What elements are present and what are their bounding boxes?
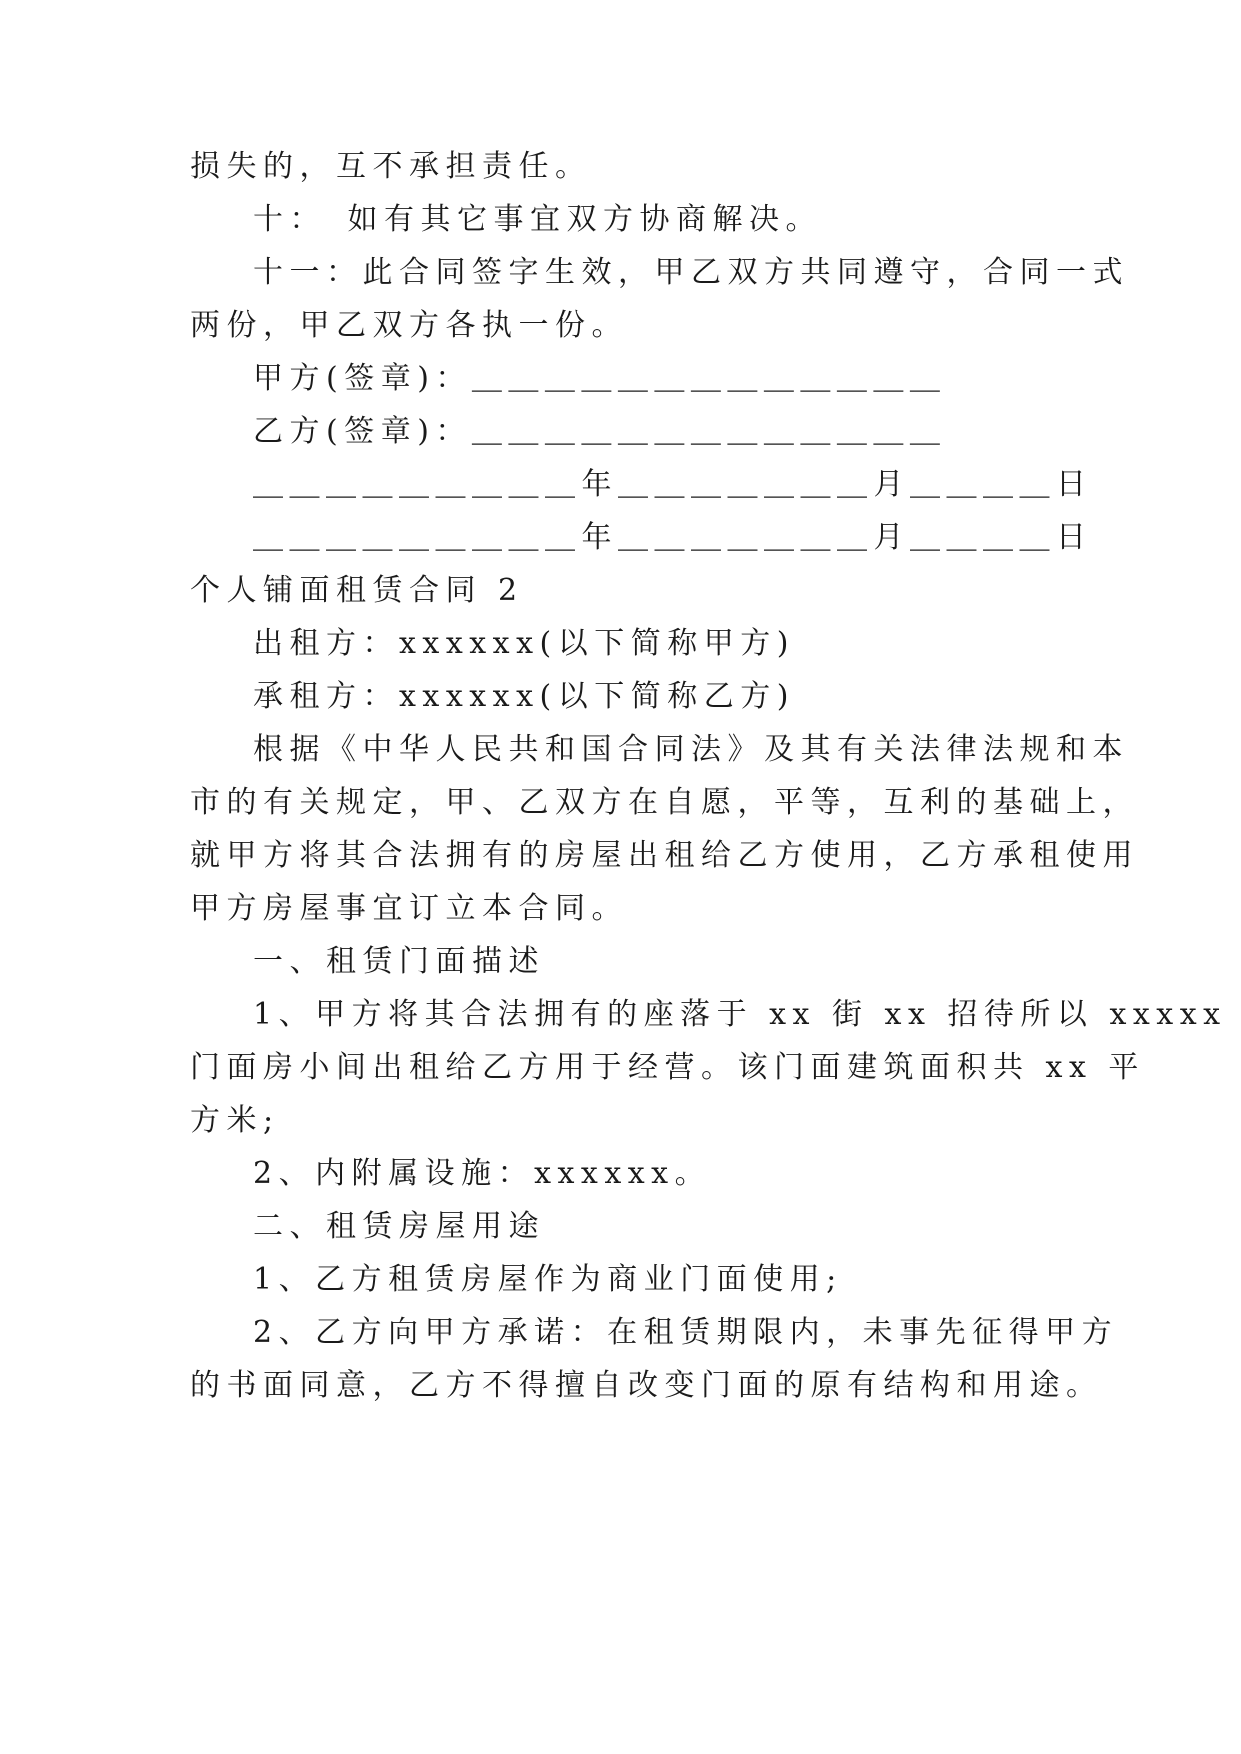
party-a-signature-line: 甲方(签章)：＿＿＿＿＿＿＿＿＿＿＿＿＿: [253, 361, 947, 396]
text-line: 两份，甲乙双方各执一份。: [190, 308, 628, 343]
clause-text: 方米;: [190, 1103, 280, 1138]
preamble-text: 就甲方将其合法拥有的房屋出租给乙方使用，乙方承租使用: [190, 838, 1139, 873]
clause-eleven: 十一：此合同签字生效，甲乙双方共同遵守，合同一式: [253, 255, 1129, 290]
clause-text: 1、乙方租赁房屋作为商业门面使用;: [253, 1262, 843, 1297]
preamble-text: 甲方房屋事宜订立本合同。: [190, 891, 628, 926]
text-line: 损失的，互不承担责任。: [190, 149, 592, 184]
section-heading: 二、租赁房屋用途: [253, 1209, 545, 1244]
section-heading: 一、租赁门面描述: [253, 944, 545, 979]
clause-text: 2、内附属设施：xxxxxx。: [253, 1156, 712, 1191]
clause-text: 2、乙方向甲方承诺：在租赁期限内，未事先征得甲方: [253, 1315, 1119, 1350]
clause-ten: 十： 如有其它事宜双方协商解决。: [253, 202, 822, 237]
clause-text: 1、甲方将其合法拥有的座落于 xx 街 xx 招待所以 xxxxx: [253, 997, 1227, 1032]
preamble-text: 根据《中华人民共和国合同法》及其有关法律法规和本: [253, 732, 1129, 767]
lessee-line: 承租方：xxxxxx(以下简称乙方): [253, 679, 795, 714]
lessor-line: 出租方：xxxxxx(以下简称甲方): [253, 626, 795, 661]
date-line: ＿＿＿＿＿＿＿＿＿年＿＿＿＿＿＿＿月＿＿＿＿日: [253, 467, 1093, 502]
preamble-text: 市的有关规定，甲、乙双方在自愿，平等，互利的基础上，: [190, 785, 1139, 820]
date-line: ＿＿＿＿＿＿＿＿＿年＿＿＿＿＿＿＿月＿＿＿＿日: [253, 520, 1093, 555]
clause-text: 门面房小间出租给乙方用于经营。该门面建筑面积共 xx 平: [190, 1050, 1145, 1085]
clause-text: 的书面同意，乙方不得擅自改变门面的原有结构和用途。: [190, 1368, 1103, 1403]
party-b-signature-line: 乙方(签章)：＿＿＿＿＿＿＿＿＿＿＿＿＿: [253, 414, 947, 449]
contract-title: 个人铺面租赁合同 2: [190, 573, 524, 608]
